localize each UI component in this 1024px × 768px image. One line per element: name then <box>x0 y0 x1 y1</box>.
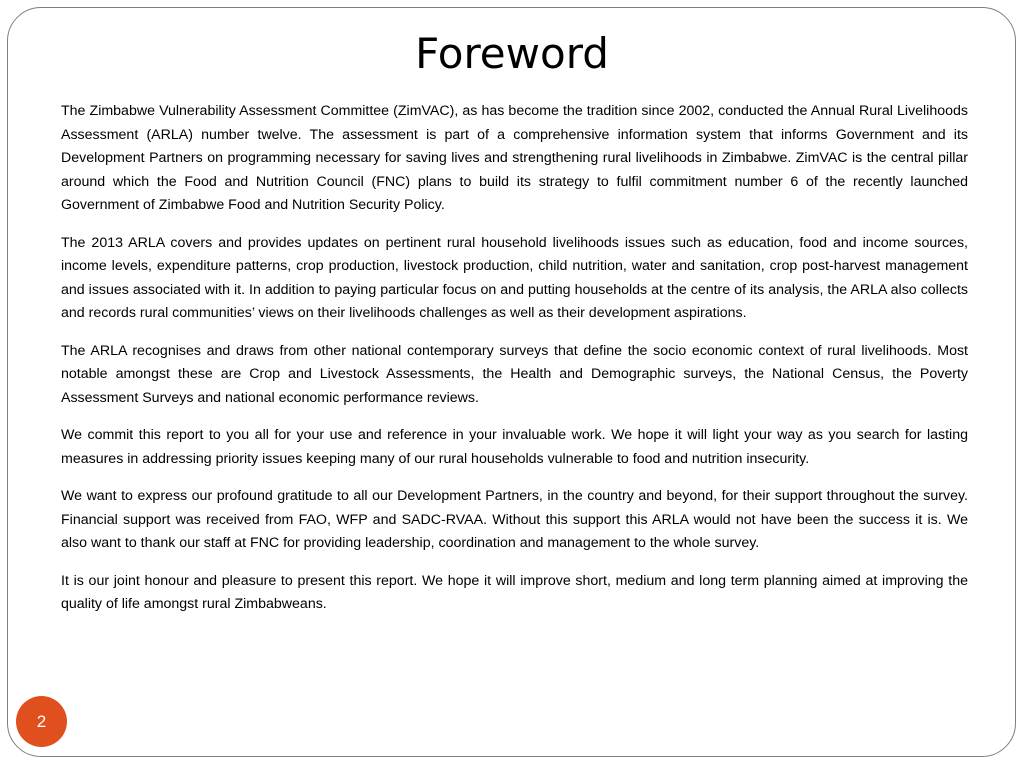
paragraph-1: The Zimbabwe Vulnerability Assessment Committee (ZimVAC), as has become the tradition since 2002, conducted the Annual Rural Livelihoods Assessment (ARLA) number twelve. The assessment is part of a comprehensive information system that informs Government and its Development Partners on programming necessary for saving lives and strengthening rural livelihoods in Zimbabwe. ZimVAC is the central pillar around which the Food and Nutrition Council (FNC) plans to build its strategy to fulfil commitment number 6 of the recently launched Government of Zimbabwe Food and Nutrition Security Policy. <box>61 103 968 213</box>
paragraph-3: The ARLA recognises and draws from other national contemporary surveys that define the socio economic context of rural livelihoods. Most notable amongst these are Crop and Livestock Assessments, the Health and Demographic surveys, the National Census, the Poverty Assessment Surveys and national economic performance reviews. <box>61 342 968 406</box>
page-title: Foreword <box>415 29 609 78</box>
paragraph-2: The 2013 ARLA covers and provides updates on pertinent rural household livelihoods issues such as education, food and income sources, income levels, expenditure patterns, crop production, livestock production, child nutrition, water and sanitation, crop post-harvest management and issues associated with it. In addition to paying particular focus on and putting households at the centre of its analysis, the ARLA also collects and records rural communities’ views on their livelihoods challenges as well as their development aspirations. <box>61 234 968 321</box>
paragraph-6: It is our joint honour and pleasure to present this report. We hope it will improve short, medium and long term planning aimed at improving the quality of life amongst rural Zimbabweans. <box>61 572 968 612</box>
page-number-badge <box>16 696 67 747</box>
paragraph-4: We commit this report to you all for your use and reference in your invaluable work. We hope it will light your way as you search for lasting measures in addressing priority issues keeping many of our rural households vulnerable to food and nutrition insecurity. <box>61 427 968 467</box>
foreword-body <box>61 100 968 631</box>
page-number: 2 <box>36 711 47 731</box>
paragraph-5: We want to express our profound gratitude to all our Development Partners, in the country and beyond, for their support throughout the survey. Financial support was received from FAO, WFP and SADC-RVAA. Without this support this ARLA would not have been the success it is. We also want to thank our staff at FNC for providing leadership, coordination and management to the whole survey. <box>61 488 968 551</box>
